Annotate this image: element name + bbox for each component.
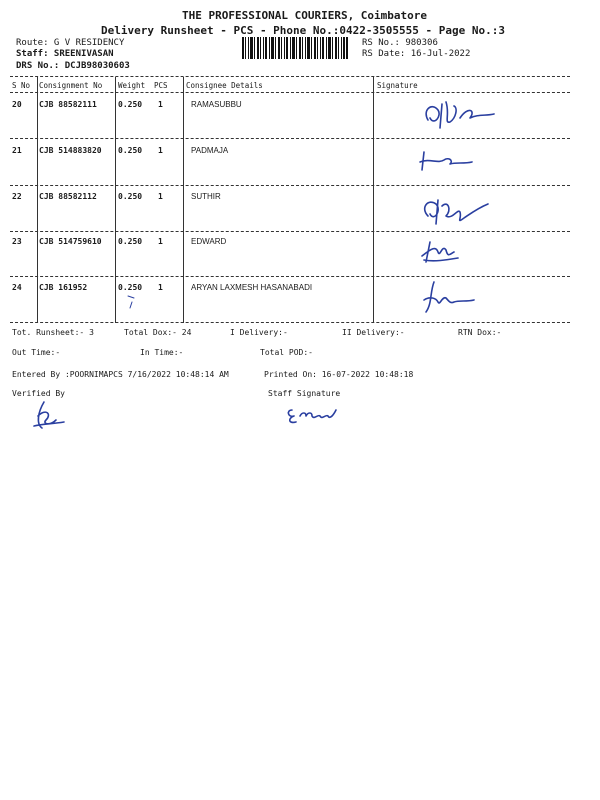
- row-21-weight: 0.250: [118, 146, 143, 155]
- total-pod: Total POD:-: [260, 348, 313, 357]
- col-header-pcs: PCS: [154, 81, 168, 90]
- rs-number: RS No.: 980306: [362, 38, 438, 48]
- col-header-sno: S No: [12, 81, 31, 90]
- drs-number: DRS No.: DCJB98030603: [16, 61, 130, 71]
- row-23-consignee: EDWARD: [191, 237, 227, 246]
- route-label: Route: G V RESIDENCY: [16, 38, 125, 48]
- row-20-weight: 0.250: [118, 100, 143, 109]
- entered-by: Entered By :POORNIMAPCS 7/16/2022 10:48:14 AM: [12, 370, 229, 379]
- runsheet-subtitle: Delivery Runsheet - PCS - Phone No.:0422-3505555 - Page No.:3: [101, 24, 505, 37]
- staff-signature: [284, 400, 342, 428]
- row-separator: [10, 138, 570, 139]
- barcode: [242, 37, 348, 59]
- row-24-weight: 0.250: [118, 283, 143, 292]
- rtn-dox: RTN Dox:-: [458, 328, 502, 337]
- total-runsheet: Tot. Runsheet:- 3: [12, 328, 94, 337]
- row-21-consignment: CJB 514883820: [39, 146, 102, 155]
- row-22-pcs: 1: [158, 192, 163, 201]
- row-23-consignment: CJB 514759610: [39, 237, 102, 246]
- staff-label: Staff: SREENIVASAN: [16, 49, 114, 59]
- ii-delivery: II Delivery:-: [342, 328, 405, 337]
- rs-date: RS Date: 16-Jul-2022: [362, 49, 471, 59]
- table-bottom-rule: [10, 322, 570, 323]
- col-divider: [37, 77, 38, 323]
- col-divider: [373, 77, 374, 323]
- row-20-pcs: 1: [158, 100, 163, 109]
- row-22-consignment: CJB 88582112: [39, 192, 97, 201]
- col-header-signature: Signature: [377, 81, 418, 90]
- col-divider: [115, 77, 116, 323]
- row-21-pcs: 1: [158, 146, 163, 155]
- row-20-consignee: RAMASUBBU: [191, 100, 242, 109]
- row-23-sno: 23: [12, 237, 22, 246]
- ink-mark: [124, 292, 138, 312]
- col-header-weight: Weight: [118, 81, 146, 90]
- header-bottom-rule: [10, 92, 570, 93]
- row-22-sno: 22: [12, 192, 22, 201]
- verified-by-label: Verified By: [12, 389, 65, 398]
- row-23-weight: 0.250: [118, 237, 143, 246]
- row-21-sno: 21: [12, 146, 22, 155]
- row-24-sno: 24: [12, 283, 22, 292]
- out-time: Out Time:-: [12, 348, 61, 357]
- i-delivery: I Delivery:-: [230, 328, 288, 337]
- signature-row-22: [418, 194, 492, 230]
- row-24-pcs: 1: [158, 283, 163, 292]
- col-header-consignee: Consignee Details: [186, 81, 263, 90]
- verified-signature: [30, 398, 70, 434]
- col-divider: [183, 77, 184, 323]
- total-dox: Total Dox:- 24: [124, 328, 192, 337]
- staff-signature-label: Staff Signature: [268, 389, 341, 398]
- row-separator: [10, 276, 570, 277]
- signature-row-24: [420, 278, 480, 318]
- row-21-consignee: PADMAJA: [191, 146, 229, 155]
- row-20-consignment: CJB 88582111: [39, 100, 97, 109]
- row-22-weight: 0.250: [118, 192, 143, 201]
- printed-on: Printed On: 16-07-2022 10:48:18: [264, 370, 414, 379]
- row-24-consignment: CJB 161952: [39, 283, 88, 292]
- signature-row-21: [418, 148, 478, 174]
- table-top-rule: [10, 76, 570, 77]
- company-title: THE PROFESSIONAL COURIERS, Coimbatore: [182, 9, 428, 22]
- row-22-consignee: SUTHIR: [191, 192, 221, 201]
- col-header-consignment: Consignment No: [39, 81, 103, 90]
- row-separator: [10, 185, 570, 186]
- signature-row-23: [418, 238, 468, 266]
- row-24-consignee: ARYAN LAXMESH HASANABADI: [191, 283, 313, 292]
- signature-row-20: [420, 96, 500, 132]
- row-separator: [10, 231, 570, 232]
- in-time: In Time:-: [140, 348, 184, 357]
- row-23-pcs: 1: [158, 237, 163, 246]
- row-20-sno: 20: [12, 100, 22, 109]
